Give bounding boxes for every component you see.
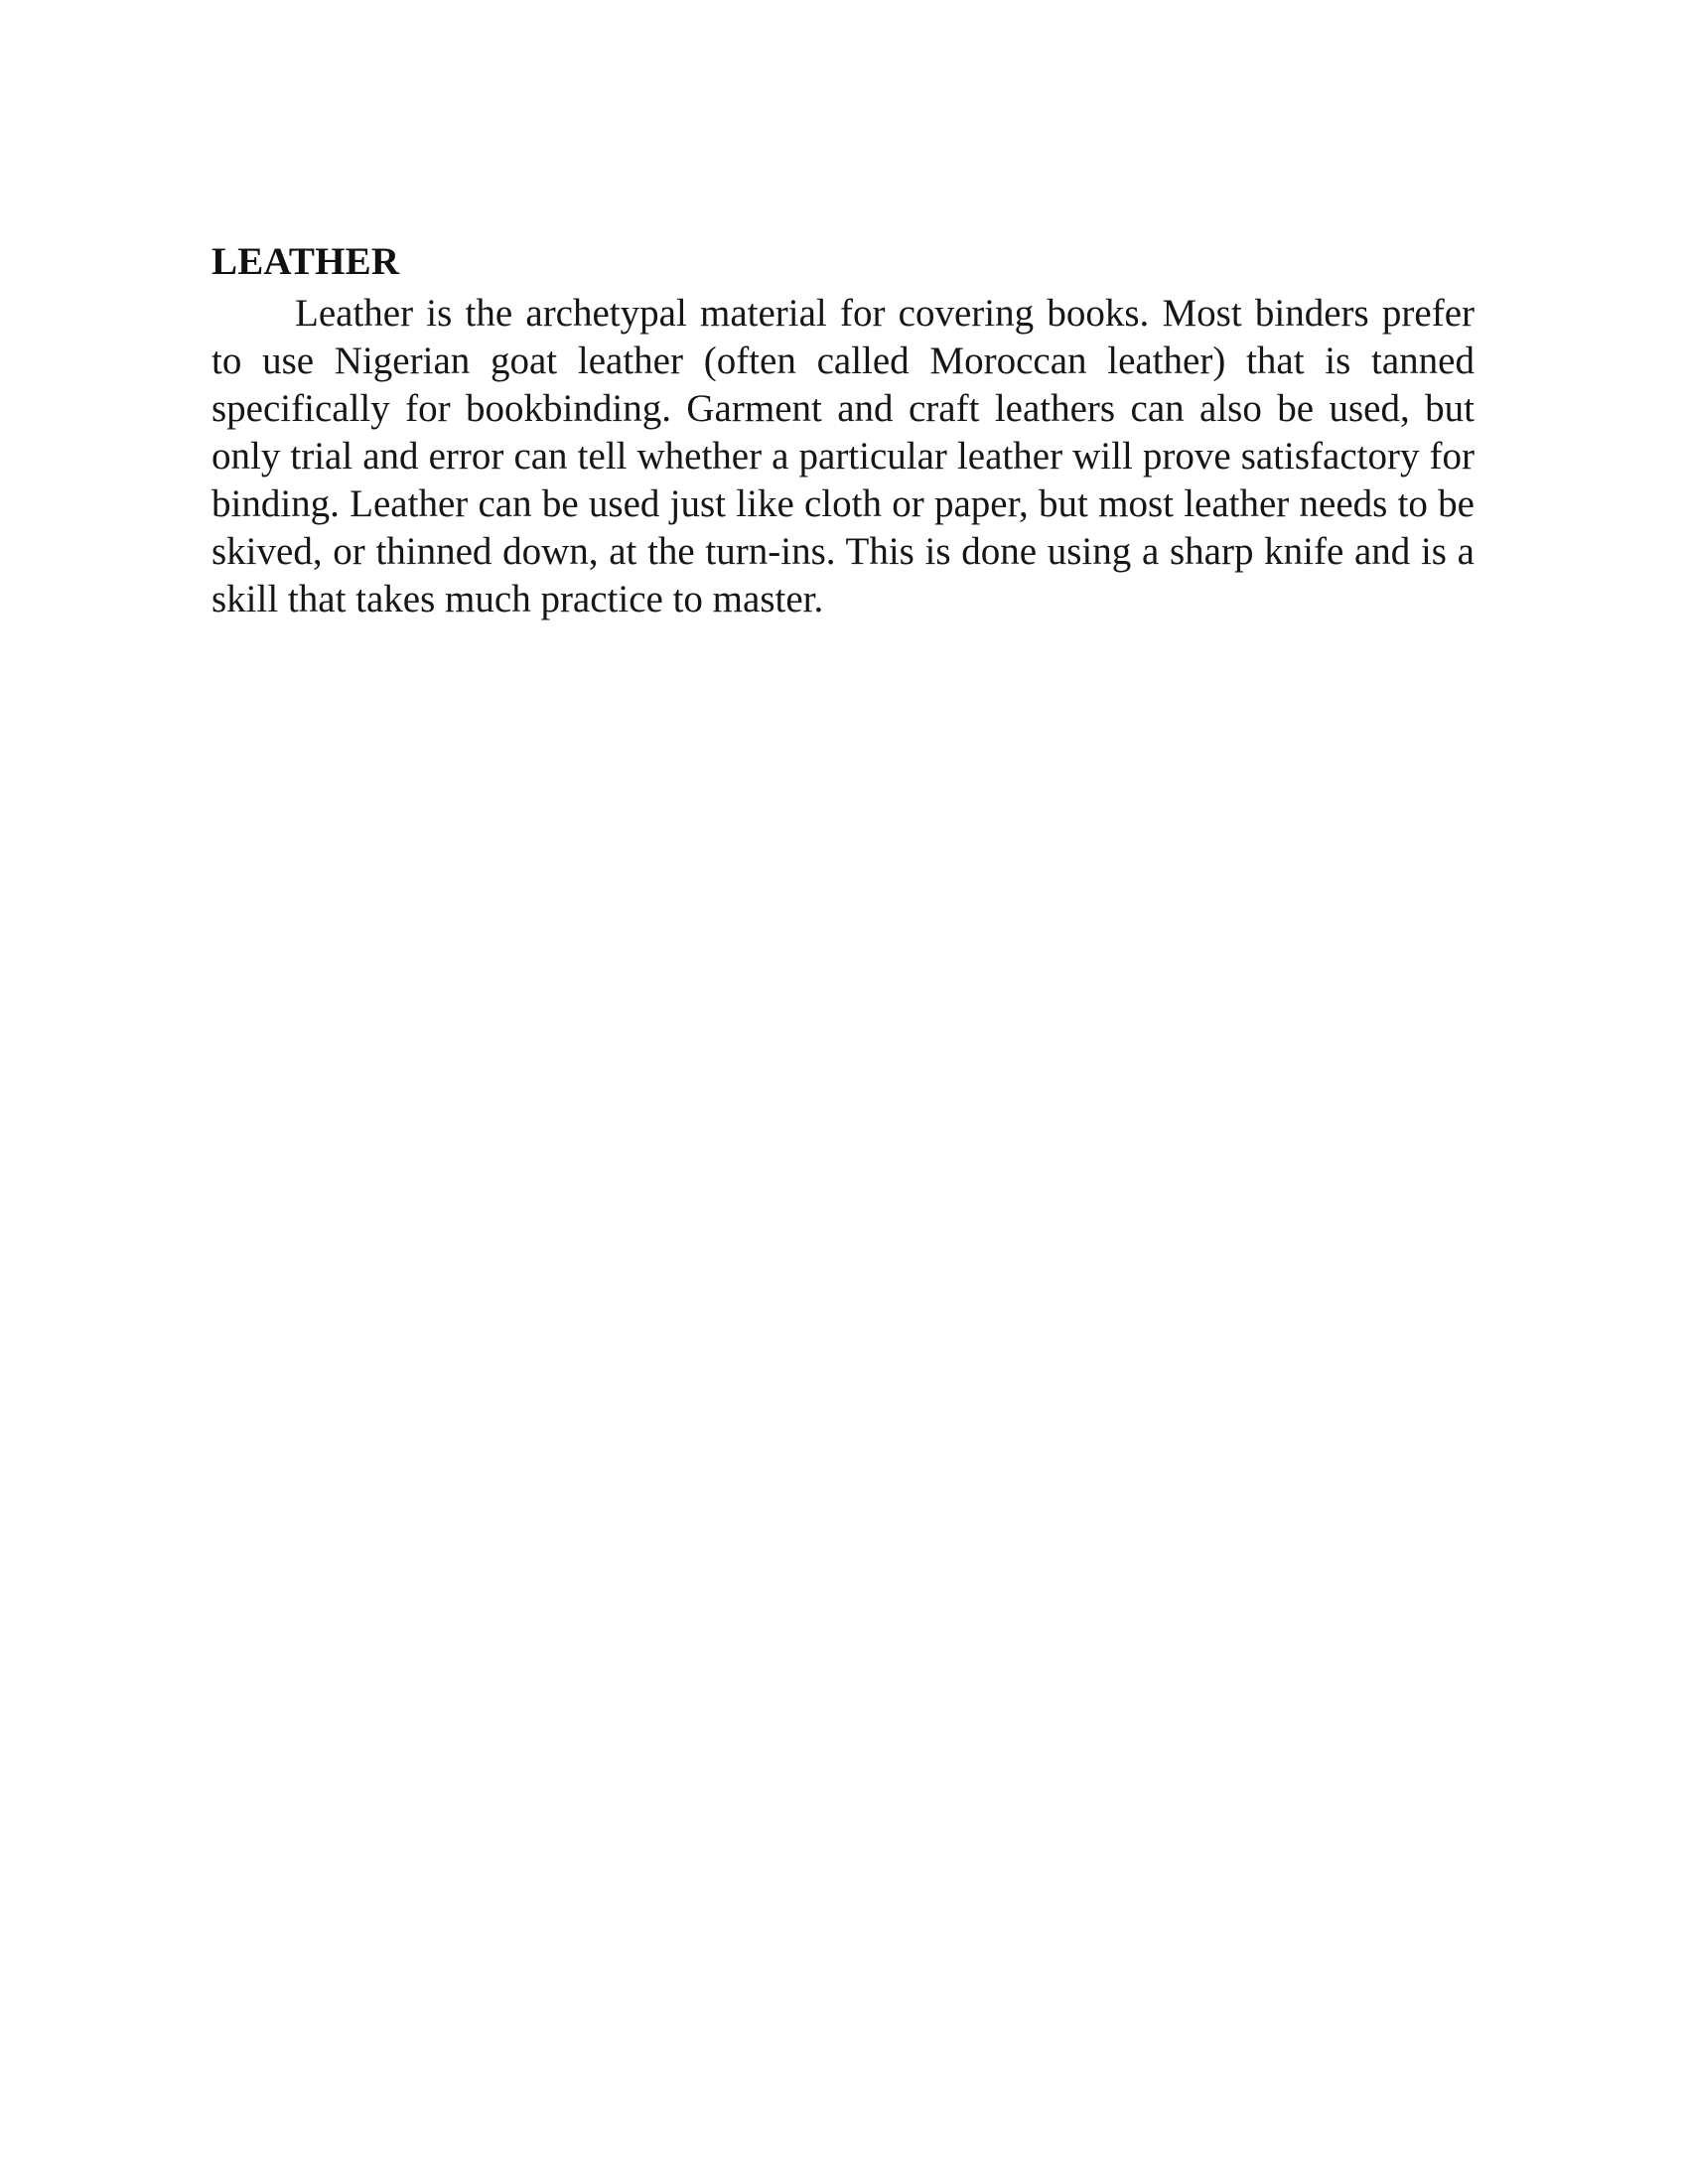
section-paragraph: Leather is the archetypal material for covering books. Most binders prefer to use Nigerian goat leather (often called Moroccan leather) that is tanned specifically for bookbinding. Garment and craft leathers can also be used, but only trial and error can tell whether a particular leather will prove satisfactory for binding. Leather can be used just like cloth or paper, but most leather needs to be skived, or thinned down, at the turn-ins. This is done using a sharp knife and is a skill that takes much practice to master. — [211, 292, 1475, 620]
section-heading: LEATHER — [211, 240, 400, 283]
section-content — [211, 236, 1475, 623]
